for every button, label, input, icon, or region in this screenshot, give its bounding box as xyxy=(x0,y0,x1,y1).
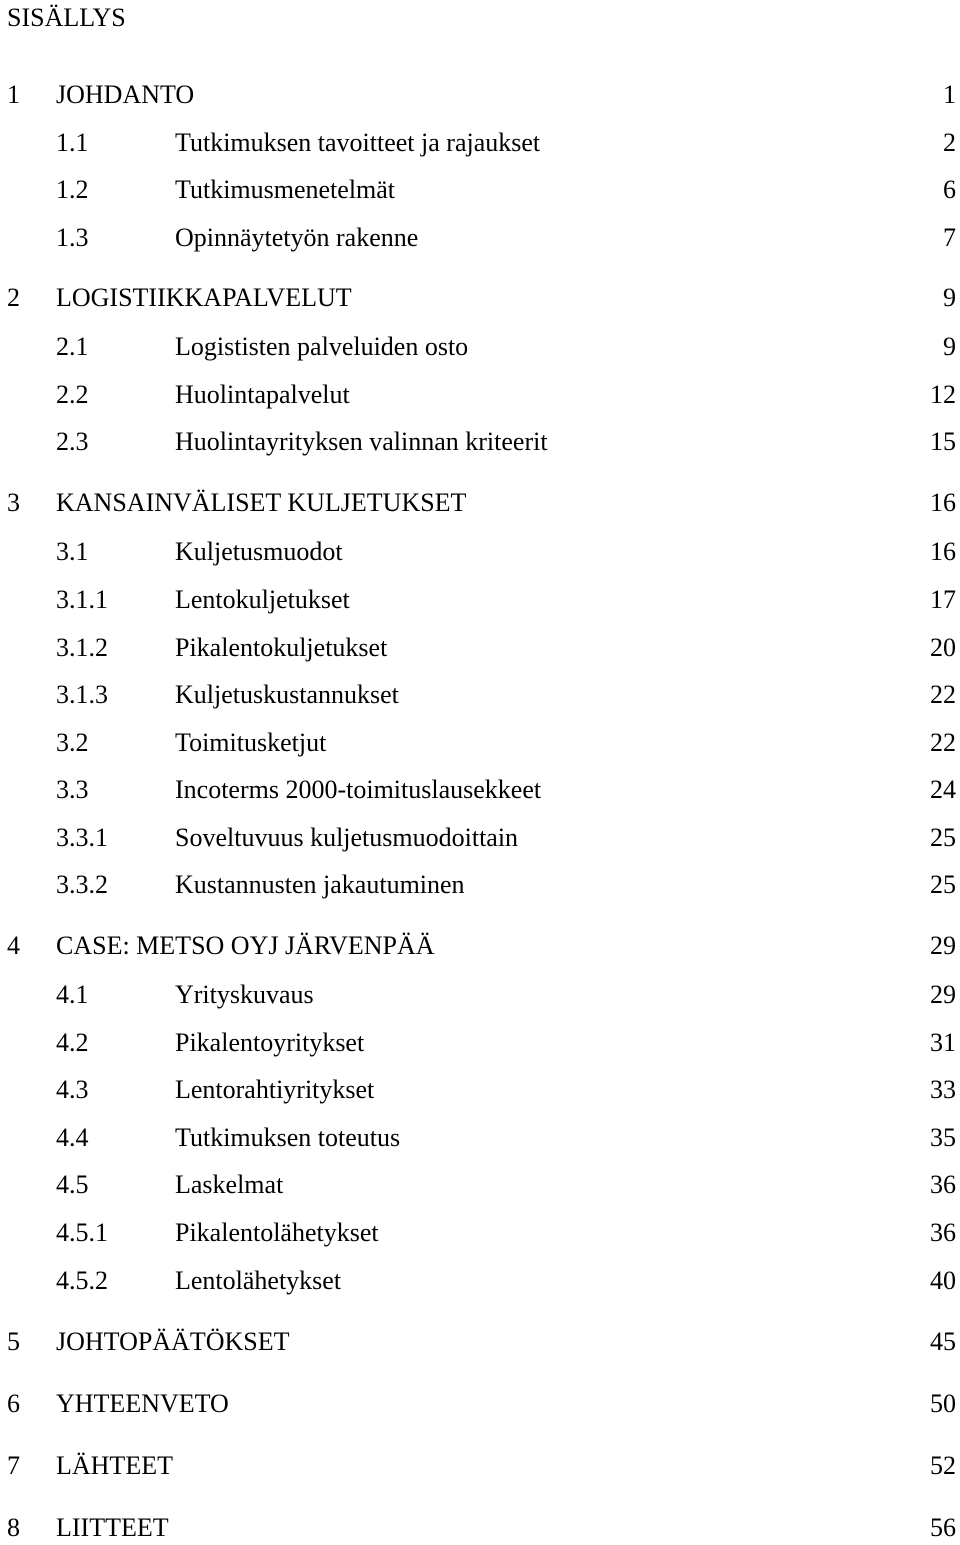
toc-entry-title: Kuljetusmuodot xyxy=(175,537,343,566)
toc-entry xyxy=(0,929,960,963)
toc-entry-number: 1 xyxy=(7,80,20,109)
toc-entry xyxy=(0,678,960,712)
toc-entry-title: LOGISTIIKKAPALVELUT xyxy=(56,283,352,312)
toc-entry-page: 16 xyxy=(930,537,956,566)
toc-entry-title: Kuljetuskustannukset xyxy=(175,680,399,709)
toc-entry-page: 15 xyxy=(930,427,956,456)
toc-entry xyxy=(0,378,960,412)
toc-entry xyxy=(0,773,960,807)
toc-entry-page: 24 xyxy=(930,775,956,804)
toc-entry-title: Huolintapalvelut xyxy=(175,380,350,409)
toc-entry-title: LÄHTEET xyxy=(56,1451,173,1480)
toc-entry-title: Lentolähetykset xyxy=(175,1266,342,1295)
toc-entry-title: Toimitusketjut xyxy=(175,728,327,757)
toc-entry xyxy=(0,821,960,855)
toc-entry xyxy=(0,631,960,665)
toc-entry-page: 40 xyxy=(930,1266,956,1295)
toc-entry xyxy=(0,1449,960,1483)
toc-entry-title: Incoterms 2000-toimituslausekkeet xyxy=(175,775,542,804)
toc-entry-number: 4 xyxy=(7,931,20,960)
toc-entry-title: Pikalentolähetykset xyxy=(175,1218,379,1247)
toc-entry-number: 2.3 xyxy=(56,427,89,456)
toc-entry-number: 1.1 xyxy=(56,128,89,157)
toc-entry-number: 4.1 xyxy=(56,980,89,1009)
toc-entry-title: KANSAINVÄLISET KULJETUKSET xyxy=(56,488,467,517)
toc-entry xyxy=(0,78,960,112)
toc-entry-page: 29 xyxy=(930,931,956,960)
toc-entry-title: Soveltuvuus kuljetusmuodoittain xyxy=(175,823,519,852)
toc-entry-number: 3.1.3 xyxy=(56,680,108,709)
toc-entry-number: 3.1.2 xyxy=(56,633,108,662)
toc-entry-page: 45 xyxy=(930,1327,956,1356)
toc-entry-number: 2 xyxy=(7,283,20,312)
toc-entry-page: 6 xyxy=(943,175,956,204)
toc-entry-number: 1.2 xyxy=(56,175,89,204)
toc-entry xyxy=(0,1264,960,1298)
toc-entry-page: 52 xyxy=(930,1451,956,1480)
toc-entry xyxy=(0,535,960,569)
toc-entry xyxy=(0,281,960,315)
toc-entry-number: 2.1 xyxy=(56,332,89,361)
toc-entry xyxy=(0,173,960,207)
toc-entry-title: LIITTEET xyxy=(56,1513,169,1542)
toc-entry-number: 8 xyxy=(7,1513,20,1542)
toc-entry-title: Pikalentokuljetukset xyxy=(175,633,388,662)
toc-entry-title: Lentorahtiyritykset xyxy=(175,1075,375,1104)
toc-entry-page: 31 xyxy=(930,1028,956,1057)
toc-entry-number: 3.3 xyxy=(56,775,89,804)
toc-entry-page: 33 xyxy=(930,1075,956,1104)
toc-entry-number: 6 xyxy=(7,1389,20,1418)
toc-entry xyxy=(0,425,960,459)
toc-entry xyxy=(0,1121,960,1155)
toc-entry-page: 22 xyxy=(930,728,956,757)
toc-entry-page: 22 xyxy=(930,680,956,709)
toc-entry-title: Tutkimuksen tavoitteet ja rajaukset xyxy=(175,128,541,157)
toc-entry-page: 36 xyxy=(930,1218,956,1247)
toc-entry xyxy=(0,1325,960,1359)
toc-entry-number: 7 xyxy=(7,1451,20,1480)
toc-entry-title: CASE: METSO OYJ JÄRVENPÄÄ xyxy=(56,931,435,960)
toc-entry-title: Opinnäytetyön rakenne xyxy=(175,223,419,252)
toc-entry xyxy=(0,486,960,520)
toc-entry xyxy=(0,1511,960,1545)
toc-entry-title: JOHTOPÄÄTÖKSET xyxy=(56,1327,290,1356)
toc-entry-number: 4.5.2 xyxy=(56,1266,108,1295)
toc-entry-number: 4.5.1 xyxy=(56,1218,108,1247)
toc-entry-title: Lentokuljetukset xyxy=(175,585,350,614)
toc-entry-number: 3.3.1 xyxy=(56,823,108,852)
toc-entry xyxy=(0,583,960,617)
toc-entry-title: Kustannusten jakautuminen xyxy=(175,870,465,899)
toc-entry-page: 50 xyxy=(930,1389,956,1418)
toc-entry-page: 35 xyxy=(930,1123,956,1152)
toc-entry xyxy=(0,978,960,1012)
toc-entry xyxy=(0,126,960,160)
toc-entry-page: 7 xyxy=(943,223,956,252)
toc-entry-page: 36 xyxy=(930,1170,956,1199)
toc-entry-number: 3.1.1 xyxy=(56,585,108,614)
toc-entry-page: 9 xyxy=(943,283,956,312)
toc-entry-title: Tutkimusmenetelmät xyxy=(175,175,396,204)
toc-entry-page: 25 xyxy=(930,870,956,899)
toc-entry-number: 3.3.2 xyxy=(56,870,108,899)
toc-entry-number: 1.3 xyxy=(56,223,89,252)
toc-entry-page: 20 xyxy=(930,633,956,662)
toc-entry-title: Laskelmat xyxy=(175,1170,284,1199)
toc-entry-number: 3.1 xyxy=(56,537,89,566)
toc-entry-page: 12 xyxy=(930,380,956,409)
toc-entry-page: 29 xyxy=(930,980,956,1009)
toc-entry-page: 25 xyxy=(930,823,956,852)
toc-entry xyxy=(0,1216,960,1250)
toc-entry-page: 16 xyxy=(930,488,956,517)
toc-entry-title: Huolintayrityksen valinnan kriteerit xyxy=(175,427,548,456)
page-title: SISÄLLYS xyxy=(7,3,126,32)
toc-entry-title: JOHDANTO xyxy=(56,80,195,109)
toc-entry-title: Logististen palveluiden osto xyxy=(175,332,469,361)
toc-entry-number: 4.4 xyxy=(56,1123,89,1152)
toc-entry xyxy=(0,868,960,902)
toc-entry-number: 4.2 xyxy=(56,1028,89,1057)
toc-entry-page: 1 xyxy=(943,80,956,109)
toc-entry-title: YHTEENVETO xyxy=(56,1389,229,1418)
toc-entry-page: 2 xyxy=(943,128,956,157)
toc-entry-number: 4.5 xyxy=(56,1170,89,1199)
toc-entry-title: Yrityskuvaus xyxy=(175,980,314,1009)
toc-entry-page: 17 xyxy=(930,585,956,614)
toc-entry xyxy=(0,1168,960,1202)
toc-entry xyxy=(0,221,960,255)
toc-entry-number: 4.3 xyxy=(56,1075,89,1104)
toc-entry-page: 56 xyxy=(930,1513,956,1542)
toc-entry-title: Pikalentoyritykset xyxy=(175,1028,365,1057)
toc-entry xyxy=(0,726,960,760)
toc-entry xyxy=(0,1073,960,1107)
toc-entry xyxy=(0,330,960,364)
toc-entry-title: Tutkimuksen toteutus xyxy=(175,1123,401,1152)
toc-entry-number: 2.2 xyxy=(56,380,89,409)
toc-entry-number: 3.2 xyxy=(56,728,89,757)
toc-entry-number: 3 xyxy=(7,488,20,517)
toc-entry xyxy=(0,1026,960,1060)
toc-entry-page: 9 xyxy=(943,332,956,361)
toc-entry-number: 5 xyxy=(7,1327,20,1356)
toc-entry xyxy=(0,1387,960,1421)
